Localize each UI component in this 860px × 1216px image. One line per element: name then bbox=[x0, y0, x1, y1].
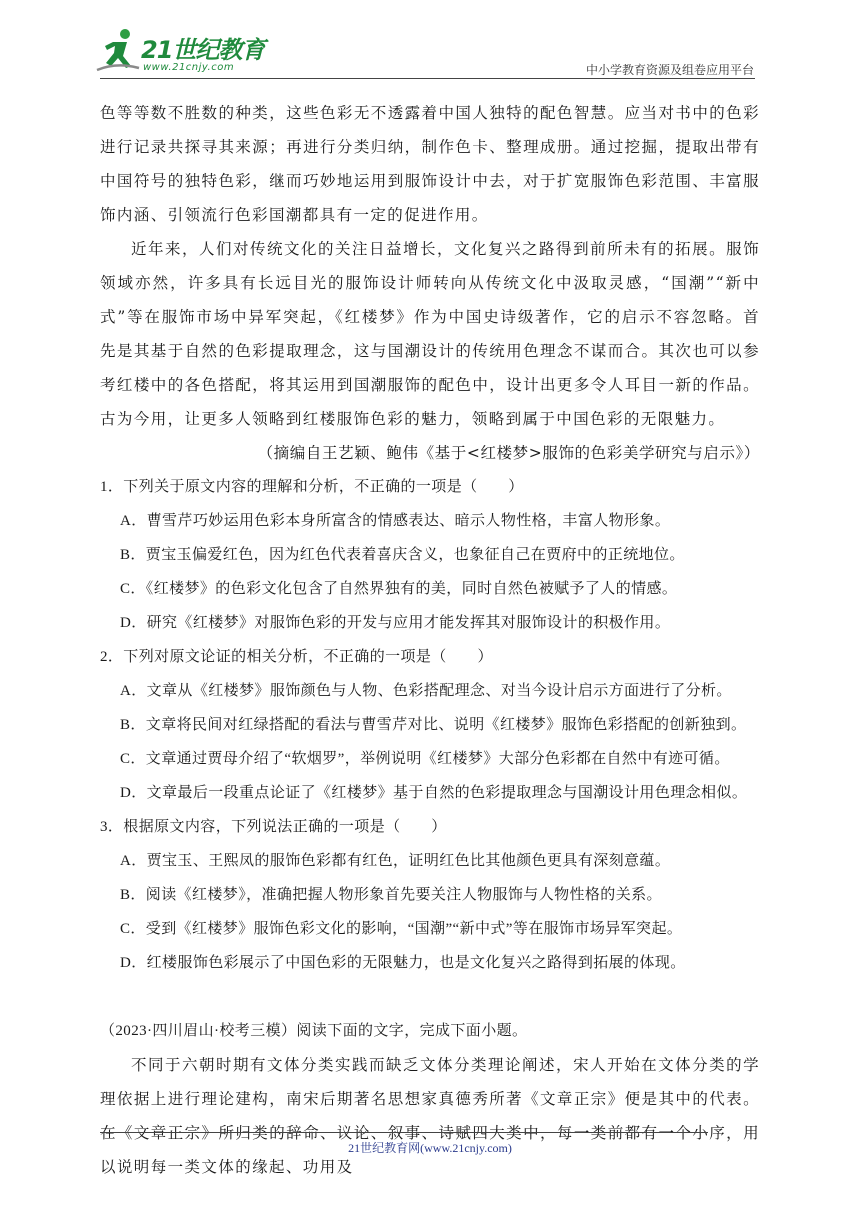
question-stem: 2．下列对原文论证的相关分析，不正确的一项是（ ） bbox=[100, 649, 493, 665]
logo-url: www.21cnjy.com bbox=[143, 62, 235, 73]
passage-source: （摘编自王艺颖、鲍伟《基于<红楼梦>服饰的色彩美学研究与启示》） bbox=[257, 444, 760, 462]
question-stem: 1．下列关于原文内容的理解和分析，不正确的一项是（ ） bbox=[100, 479, 524, 495]
question-option: A．贾宝玉、王熙凤的服饰色彩都有红色，证明红色比其他颜色更具有深刻意蕴。 bbox=[120, 853, 671, 869]
footer-text[interactable]: 21世纪教育网(www.21cnjy.com) bbox=[348, 1141, 512, 1155]
question-stem: 3．根据原文内容，下列说法正确的一项是（ ） bbox=[100, 819, 447, 835]
question-option: D．文章最后一段重点论证了《红楼梦》基于自然的色彩提取理念与国潮设计用色理念相似。 bbox=[120, 785, 748, 801]
next-section-intro: （2023·四川眉山·校考三模）阅读下面的文字，完成下面小题。 bbox=[100, 1023, 528, 1039]
question-3 bbox=[100, 810, 760, 980]
question-option: B．文章将民间对红绿搭配的看法与曹雪芹对比、说明《红楼梦》服饰色彩搭配的创新独到。 bbox=[120, 717, 747, 733]
question-option: D．研究《红楼梦》对服饰色彩的开发与应用才能发挥其对服饰设计的积极作用。 bbox=[120, 615, 671, 631]
question-1 bbox=[100, 470, 760, 640]
site-logo[interactable] bbox=[95, 26, 270, 78]
question-option: B．阅读《红楼梦》，准确把握人物形象首先要关注人物服饰与人物性格的关系。 bbox=[120, 887, 662, 903]
passage-paragraph-1: 色等等数不胜数的种类，这些色彩无不透露着中国人独特的配色智慧。应当对书中的色彩进行记录共探寻其来源；再进行分类归纳，制作色卡、整理成册。通过挖掘，提取出带有中国符号的独特色彩，继而巧妙地运用到服饰设计中去，对于扩宽服饰色彩范围、丰富服饰内涵、引领流行色彩国潮都具有一定的促进作用。 bbox=[100, 104, 760, 224]
next-passage-paragraph: 不同于六朝时期有文体分类实践而缺乏文体分类理论阐述，宋人开始在文体分类的学理依据上进行理论建构，南宋后期著名思想家真德秀所著《文章正宗》便是其中的代表。在《文章正宗》所归类的辞命、议论、叙事、诗赋四大类中，每一类前都有一个小序，用以说明每一类文体的缘起、功用及 bbox=[100, 1056, 760, 1176]
runner-logo-icon bbox=[95, 26, 141, 74]
section-spacer bbox=[100, 980, 760, 1014]
header-divider bbox=[100, 78, 755, 79]
page-header bbox=[0, 0, 860, 80]
question-option: C．受到《红楼梦》服饰色彩文化的影响，“国潮”“新中式”等在服饰市场异军突起。 bbox=[120, 921, 683, 937]
question-option: C．《红楼梦》的色彩文化包含了自然界独有的美，同时自然色被赋予了人的情感。 bbox=[120, 581, 678, 597]
question-option: C．文章通过贾母介绍了“软烟罗”，举例说明《红楼梦》大部分色彩都在自然中有迹可循。 bbox=[120, 751, 730, 767]
question-option: B．贾宝玉偏爱红色，因为红色代表着喜庆含义，也象征自己在贾府中的正统地位。 bbox=[120, 547, 685, 563]
logo-text: 21世纪教育 bbox=[141, 36, 265, 64]
question-option: A．文章从《红楼梦》服饰颜色与人物、色彩搭配理念、对当今设计启示方面进行了分析。 bbox=[120, 683, 732, 699]
footer-divider bbox=[100, 1132, 708, 1133]
question-option: A．曹雪芹巧妙运用色彩本身所富含的情感表达、暗示人物性格，丰富人物形象。 bbox=[120, 513, 671, 529]
document-body bbox=[100, 96, 760, 1184]
question-option: D．红楼服饰色彩展示了中国色彩的无限魅力，也是文化复兴之路得到拓展的体现。 bbox=[120, 955, 686, 971]
platform-name: 中小学教育资源及组卷应用平台 bbox=[585, 63, 754, 77]
passage-paragraph-2: 近年来，人们对传统文化的关注日益增长，文化复兴之路得到前所未有的拓展。服饰领域亦然，许多具有长远目光的服饰设计师转向从传统文化中汲取灵感，“国潮”“新中式”等在服饰市场中异军突起，《红楼梦》作为中国史诗级著作，它的启示不容忽略。首先是其基于自然的色彩提取理念，这与国潮设计的传统用色理念不谋而合。其次也可以参考红楼中的各色搭配，将其运用到国潮服饰的配色中，设计出更多令人耳目一新的作品。古为今用，让更多人领略到红楼服饰色彩的魅力，领略到属于中国色彩的无限魅力。 bbox=[100, 240, 760, 428]
question-2 bbox=[100, 640, 760, 810]
